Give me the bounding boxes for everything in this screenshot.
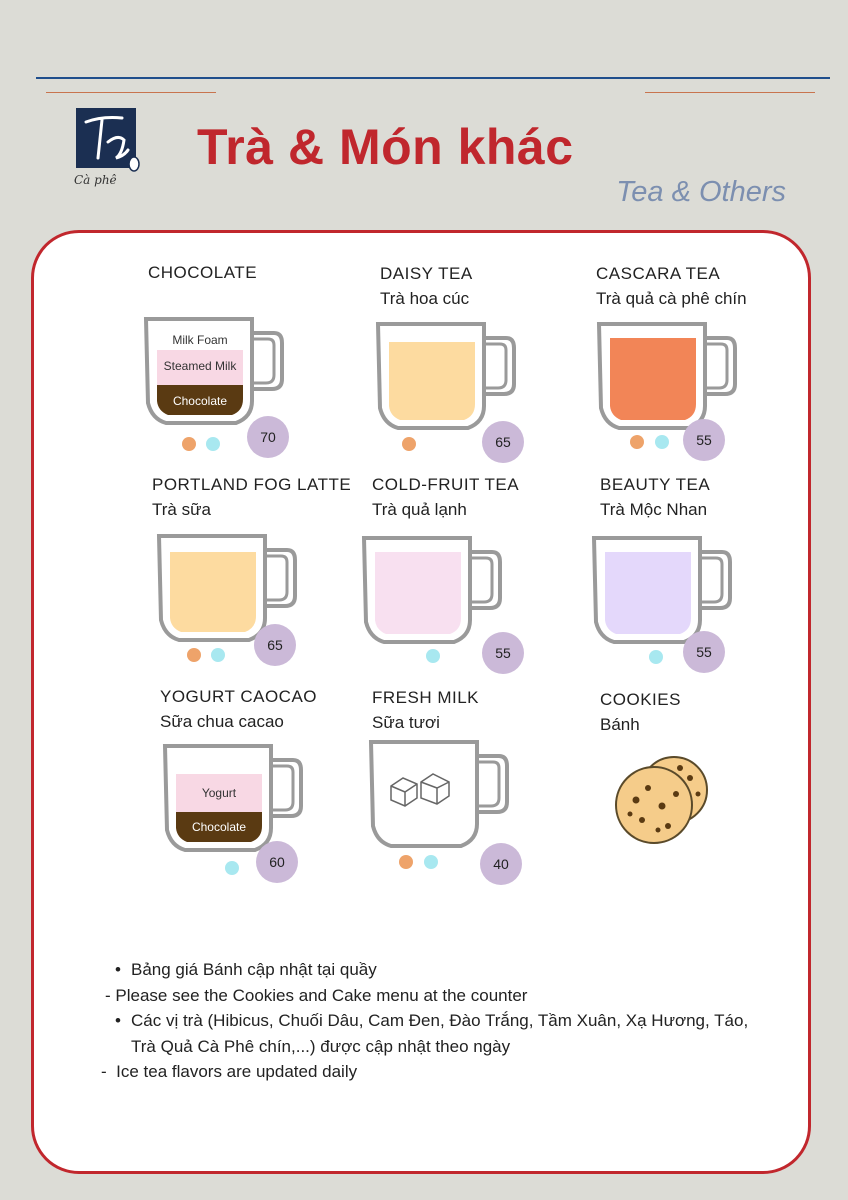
item-vi-portland-fog-latte: Trà sữa bbox=[152, 500, 211, 519]
price-badge-daisy-tea: 65 bbox=[482, 421, 524, 463]
cup-cascara-tea bbox=[593, 318, 743, 438]
hot-dot bbox=[399, 855, 413, 869]
hot-dot bbox=[630, 435, 644, 449]
item-name-cold-fruit-tea: COLD-FRUIT TEA bbox=[372, 475, 520, 494]
note-line: • Bảng giá Bánh cập nhật tại quầy bbox=[115, 960, 377, 979]
cookies-icon bbox=[610, 748, 714, 848]
item-vi-cascara-tea: Trà quả cà phê chín bbox=[596, 289, 747, 308]
item-name-daisy-tea: DAISY TEA bbox=[380, 264, 473, 283]
cup-chocolate bbox=[140, 313, 290, 433]
item-name-chocolate: CHOCOLATE bbox=[148, 263, 258, 282]
layer-milk-foam: Milk Foam bbox=[172, 333, 228, 347]
price-badge-yogurt-caocao: 60 bbox=[256, 841, 298, 883]
hot-dot bbox=[182, 437, 196, 451]
header-rule-left bbox=[46, 92, 216, 93]
hot-dot bbox=[402, 437, 416, 451]
item-vi-beauty-tea: Trà Mộc Nhan bbox=[600, 500, 708, 519]
layer-yogurt: Yogurt bbox=[201, 786, 237, 800]
item-name-cascara-tea: CASCARA TEA bbox=[596, 264, 721, 283]
note-line: - Please see the Cookies and Cake menu at the counter bbox=[105, 985, 528, 1005]
price-badge-fresh-milk: 40 bbox=[480, 843, 522, 885]
layer-chocolate: Chocolate bbox=[172, 394, 228, 408]
layer-chocolate: Chocolate bbox=[191, 820, 247, 834]
cold-dot bbox=[225, 861, 239, 875]
cold-dot bbox=[424, 855, 438, 869]
logo-tagline: Cà phê bbox=[74, 173, 117, 187]
page-subtitle: Tea & Others bbox=[616, 176, 786, 208]
cup-cold-fruit-tea bbox=[358, 532, 508, 652]
item-vi-daisy-tea: Trà hoa cúc bbox=[380, 289, 470, 308]
note-line: - Ice tea flavors are updated daily bbox=[101, 1062, 358, 1081]
hot-dot bbox=[187, 648, 201, 662]
cup-fresh-milk bbox=[365, 736, 515, 856]
cup-daisy-tea bbox=[372, 318, 522, 438]
item-name-portland-fog-latte: PORTLAND FOG LATTE bbox=[152, 475, 352, 494]
price-badge-chocolate: 70 bbox=[247, 416, 289, 458]
item-name-beauty-tea: BEAUTY TEA bbox=[600, 475, 711, 494]
price-badge-cascara-tea: 55 bbox=[683, 419, 725, 461]
header-rule-right bbox=[645, 92, 815, 93]
item-name-fresh-milk: FRESH MILK bbox=[372, 688, 480, 707]
item-name-yogurt-caocao: YOGURT CAOCAO bbox=[160, 687, 318, 706]
item-vi-yogurt-caocao: Sữa chua cacao bbox=[160, 712, 284, 731]
note-line: Trà Quả Cà Phê chín,...) được cập nhật theo ngày bbox=[131, 1036, 511, 1056]
cold-dot bbox=[655, 435, 669, 449]
price-badge-cold-fruit-tea: 55 bbox=[482, 632, 524, 674]
cup-yogurt-caocao bbox=[159, 740, 309, 860]
cold-dot bbox=[426, 649, 440, 663]
note-line: • Các vị trà (Hibicus, Chuối Dâu, Cam Đen, Đào Trắng, Tầm Xuân, Xạ Hương, Táo, bbox=[115, 1011, 749, 1030]
layer-steamed-milk: Steamed Milk bbox=[163, 359, 237, 373]
item-vi-fresh-milk: Sữa tươi bbox=[372, 713, 440, 732]
page-title: Trà & Món khác bbox=[197, 119, 574, 175]
notes-block bbox=[101, 957, 749, 1085]
brand-logo bbox=[72, 106, 144, 188]
item-vi-cold-fruit-tea: Trà quả lạnh bbox=[372, 500, 467, 519]
item-vi-cookies: Bánh bbox=[600, 715, 640, 734]
item-name-cookies: COOKIES bbox=[600, 690, 681, 709]
cold-dot bbox=[649, 650, 663, 664]
price-badge-beauty-tea: 55 bbox=[683, 631, 725, 673]
cold-dot bbox=[206, 437, 220, 451]
header-rule bbox=[36, 77, 830, 79]
cold-dot bbox=[211, 648, 225, 662]
price-badge-portland-fog-latte: 65 bbox=[254, 624, 296, 666]
